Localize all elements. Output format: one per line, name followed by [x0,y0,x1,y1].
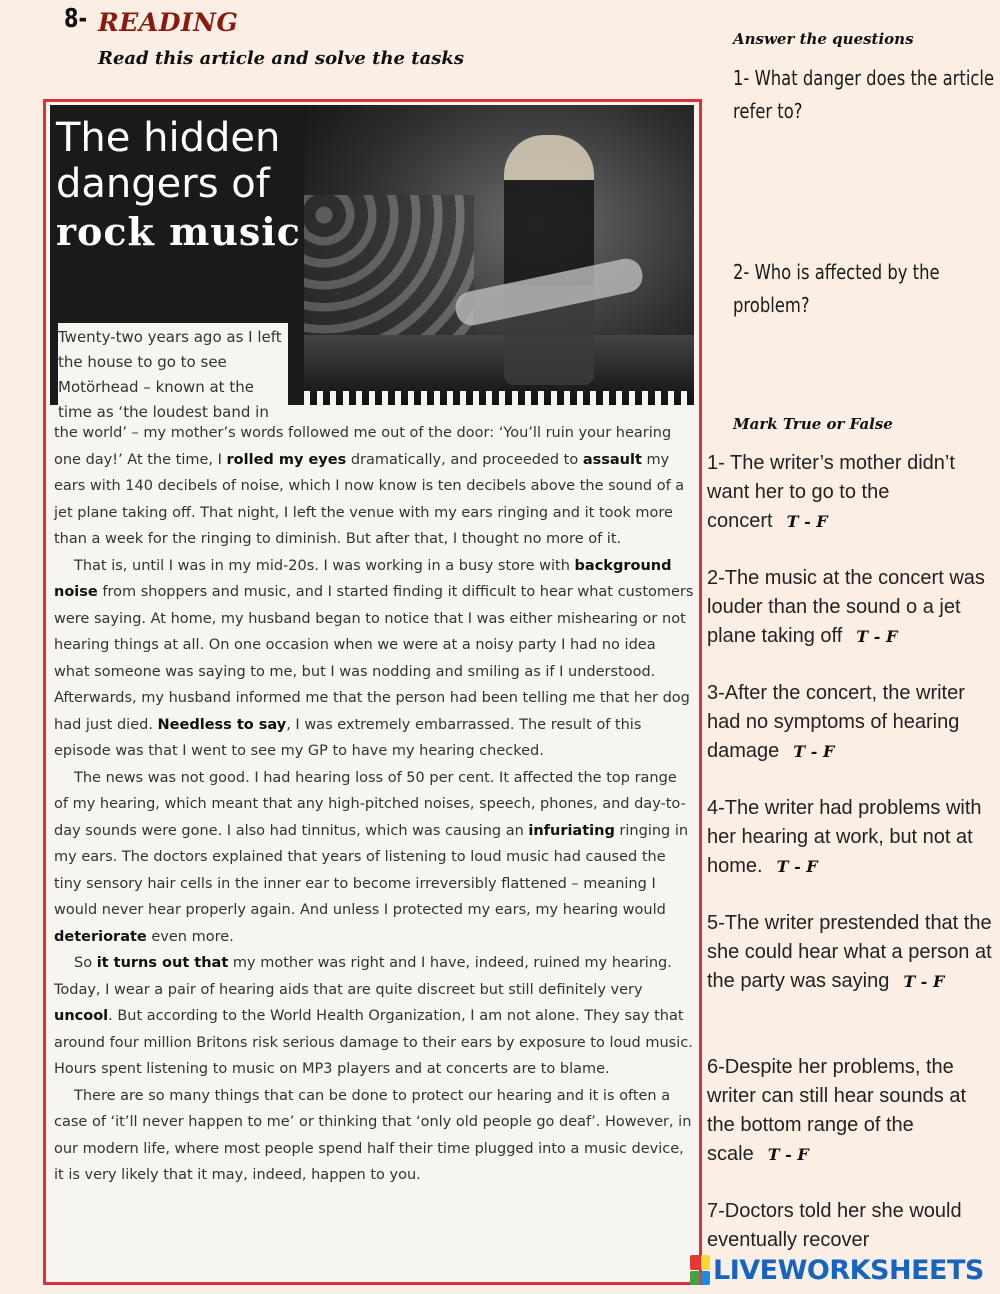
article-title: The hidden dangers of rock music [56,115,301,254]
true-false-heading: Mark True or False [733,415,893,433]
tf-statement-6: 6-Despite her problems, the writer can still hear sounds at the bottom range of the scale T - F [707,1056,967,1165]
article-paragraph: There are so many things that can be done to protect our hearing and it is often a case of ‘it’ll never happen to me’ or thinking that ‘only old people go deaf’. However, in our modern life, where most people spend half their time plugged into a music device, it is very likely that it may, indeed, happen to you. [54,1087,692,1183]
section-title: READING [98,8,239,37]
tf-statement-3: 3-After the concert, the writer had no symptoms of hearing damage T - F [707,682,965,762]
article-body [54,420,694,1189]
instructions: Read this article and solve the tasks [98,48,464,69]
article-paragraph: the world’ – my mother’s words followed me out of the door: ‘You’ll ruin your hearing one day!’ At the time, I rolled my eyes dramatically, and proceeded to assault my ears with 140 decibels of noise, which I now know is ten decibels above the sound of a jet plane taking off. That night, I left the venue with my ears ringing and it took more than a week for the ringing to diminish. But after that, I thought no more of it. [54,425,685,547]
article-header-image [50,105,694,421]
tf-statement-1: 1- The writer’s mother didn’t want her to go to the concert T - F [707,452,955,532]
highlighted-phrase: Needless to say [157,716,287,733]
highlighted-phrase: assault [582,451,642,468]
question-1: 1- What danger does the article refer to? [733,66,995,123]
tf-choice[interactable]: T - F [767,1145,809,1164]
answer-questions-heading: Answer the questions [733,30,914,48]
tf-statement-2: 2-The music at the concert was louder than the sound o a jet plane taking off T - F [707,567,985,647]
article-paragraph: So it turns out that my mother was right and I have, indeed, ruined my hearing. Today, I wear a pair of hearing aids that are quite discreet but still definitely very uncool. But according to the World Health Organization, I am not alone. They say that around four million Britons risk serious damage to their ears by exposure to loud music. Hours spent listening to music on MP3 players and at concerts are to blame. [54,955,693,1077]
highlighted-phrase: rolled my eyes [226,451,347,468]
tf-statement-5: 5-The writer prestended that the she could hear what a person at the party was saying T - F [707,912,992,992]
tf-choice[interactable]: T - F [856,627,898,646]
tf-choice[interactable]: T - F [903,972,945,991]
article-paragraph: The news was not good. I had hearing loss of 50 per cent. It affected the top range of my hearing, which meant that any high-pitched noises, speech, phones, and day-to-day sounds were gone. I also had tinnitus, which was causing an infuriating ringing in my ears. The doctors explained that years of listening to loud music had caused the tiny sensory hair cells in the inner ear to become irreversibly flattened – meaning I would never hear properly again. And unless I protected my ears, my hearing would deteriorate even more. [54,769,689,945]
highlighted-phrase: uncool [54,1008,109,1024]
highlighted-phrase: background noise [54,557,672,600]
article-intro: Twenty-two years ago as I left the house to go to see Motörhead – known at the time as ‘the loudest band in [58,323,288,425]
tf-choice[interactable]: T - F [776,857,818,876]
article-frame [43,99,702,1285]
tf-choice[interactable]: T - F [786,512,828,531]
tf-choice[interactable]: T - F [793,742,835,761]
logo-icon [690,1255,710,1285]
concert-photo [304,105,694,405]
liveworksheets-logo [690,1252,990,1288]
tf-statement-4: 4-The writer had problems with her hearing at work, but not at home. T - F [707,797,982,877]
highlighted-phrase: it turns out that [96,955,229,971]
article-paragraph: That is, until I was in my mid-20s. I was working in a busy store with background noise from shoppers and music, and I started finding it difficult to hear what customers were saying. At home, my husband began to notice that I was either mishearing or not hearing things at all. On one occasion when we were at a noisy party I had no idea what someone was saying to me, but I was nodding and smiling as if I understood. Afterwards, my husband informed me that the person had been telling me that her dog had just died. Needless to say, I was extremely embarrassed. The result of this episode was that I went to see my GP to have my hearing checked. [54,557,694,759]
logo-text: LIVEWORKSHEETS [713,1254,984,1286]
exercise-number: 8- [64,4,88,34]
highlighted-phrase: deteriorate [54,928,147,945]
question-2: 2- Who is affected by the problem? [733,260,940,317]
tf-statement-7: 7-Doctors told her she would eventually recover [707,1200,962,1251]
highlighted-phrase: infuriating [528,822,615,839]
